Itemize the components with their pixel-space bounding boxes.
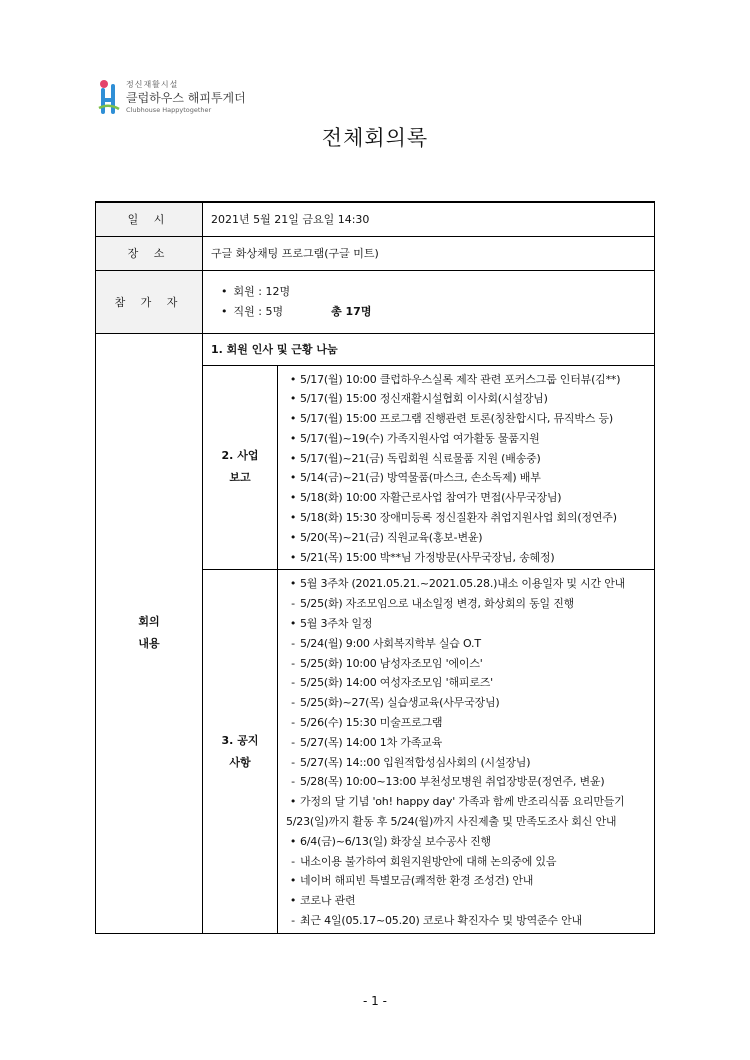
item-marker: - — [291, 775, 295, 789]
item-marker: • — [289, 874, 297, 888]
section2-item — [286, 528, 648, 548]
section2-item — [286, 548, 648, 568]
item-text: 최근 4일(05.17~05.20) 코로나 확진자수 및 방역준수 안내 — [300, 914, 582, 928]
item-text: 5/21(목) 15:00 박**님 가정방문(사무국장님, 송혜정) — [300, 550, 555, 564]
logo-sub-text: Clubhouse Happytogether — [126, 106, 212, 114]
section3-item — [286, 594, 648, 614]
attendees-row — [96, 270, 655, 333]
section3-item — [286, 614, 648, 634]
item-marker: - — [291, 854, 295, 868]
date-value: 2021년 5월 21일 금요일 14:30 — [203, 202, 655, 236]
item-text: 6/4(금)~6/13(일) 화장실 보수공사 진행 — [300, 834, 491, 848]
section2-item — [286, 429, 648, 449]
item-text: 5/28(목) 10:00~13:00 부천성모병원 취업장방문(정연주, 변윤) — [300, 775, 605, 789]
item-text: 5/17(월)~21(금) 독립회원 식료물품 지원 (배송중) — [300, 451, 541, 465]
item-text: 내소이용 불가하여 회원지원방안에 대해 논의중에 있음 — [300, 854, 557, 868]
section3-item — [286, 654, 648, 674]
section3-item — [286, 871, 648, 891]
section3-item — [286, 693, 648, 713]
item-text: 가정의 달 기념 'oh! happy day' 가족과 함께 반조리식품 요리만들기 5/23(일)까지 활동 후 5/24(월)까지 사진제출 및 만족도조사 회신 안내 — [286, 795, 625, 829]
item-marker: • — [289, 530, 297, 544]
attendees-label: 참 가 자 — [96, 270, 203, 333]
section3-item — [286, 634, 648, 654]
item-marker: • — [289, 511, 297, 525]
section2-item — [286, 389, 648, 409]
item-text: 5/25(화) 10:00 남성자조모임 '에이스' — [300, 656, 483, 670]
item-text: 5/17(월)~19(수) 가족지원사업 여가활동 물품지원 — [300, 431, 540, 445]
item-marker: • — [289, 431, 297, 445]
item-marker: • — [289, 795, 297, 809]
section3-label: 3. 공지 사항 — [203, 570, 278, 933]
section2-item — [286, 449, 648, 469]
clubhouse-logo — [98, 76, 288, 116]
item-text: 5/20(목)~21(금) 직원교육(홍보-변윤) — [300, 530, 483, 544]
minutes-table — [95, 201, 655, 934]
section2-item — [286, 409, 648, 429]
item-marker: • — [289, 491, 297, 505]
attendee-total: 총 17명 — [331, 304, 372, 318]
item-marker: - — [291, 914, 295, 928]
item-marker: • — [289, 617, 297, 631]
section3-item — [286, 673, 648, 693]
item-marker: - — [291, 716, 295, 730]
item-text: 코로나 관련 — [300, 894, 356, 908]
attendee-staff: 직원 : 5명 — [233, 304, 284, 318]
item-text: 5월 3주차 일정 — [300, 617, 373, 631]
item-marker: • — [289, 451, 297, 465]
section2-item — [286, 370, 648, 390]
section1-title: 1. 회원 인사 및 근황 나눔 — [203, 333, 655, 365]
section2-items — [278, 365, 655, 570]
item-text: 5/27(목) 14:00 1차 가족교육 — [300, 735, 443, 749]
item-marker: - — [291, 696, 295, 710]
attendee-staff-line — [221, 302, 654, 322]
section1-row — [96, 333, 655, 365]
section2-item — [286, 508, 648, 528]
place-label: 장 소 — [96, 236, 203, 270]
item-marker: • — [289, 550, 297, 564]
section3-item — [286, 792, 648, 832]
item-text: 5월 3주차 (2021.05.21.~2021.05.28.)내소 이용일자 및 시간 안내 — [300, 577, 626, 591]
item-text: 5/17(월) 15:00 정신재활시설협회 이사회(시설장님) — [300, 392, 548, 406]
item-marker: - — [291, 636, 295, 650]
item-marker: • — [289, 577, 297, 591]
date-row — [96, 202, 655, 236]
logo-h-icon — [98, 78, 120, 114]
item-text: 5/24(월) 9:00 사회복지학부 실습 O.T — [300, 636, 481, 650]
item-text: 5/18(화) 10:00 자활근로사업 참여가 면접(사무국장님) — [300, 491, 562, 505]
item-text: 5/17(월) 10:00 클럽하우스실록 제작 관련 포커스그룹 인터뷰(김**) — [300, 372, 621, 386]
item-marker: • — [289, 834, 297, 848]
section2-label: 2. 사업 보고 — [203, 365, 278, 570]
section3-item — [286, 832, 648, 852]
item-marker: - — [291, 676, 295, 690]
item-marker: - — [291, 597, 295, 611]
item-text: 5/26(수) 15:30 미술프로그램 — [300, 716, 443, 730]
item-text: 5/17(월) 15:00 프로그램 진행관련 토론(칭찬합시다, 뮤직박스 등) — [300, 412, 613, 426]
section3-item — [286, 772, 648, 792]
section3-item — [286, 911, 648, 931]
meeting-label: 회의 내용 — [96, 333, 203, 933]
attendee-members: • 회원 : 12명 — [221, 282, 654, 302]
section2-item — [286, 468, 648, 488]
item-marker: • — [289, 392, 297, 406]
item-text: 네이버 해피빈 특별모금(쾌적한 환경 조성건) 안내 — [300, 874, 534, 888]
item-marker: - — [291, 755, 295, 769]
logo-top-text: 정신재활시설 — [126, 80, 179, 89]
section3-item — [286, 733, 648, 753]
item-marker: • — [289, 372, 297, 386]
item-text: 5/25(화) 자조모임으로 내소일정 변경, 화상회의 동일 진행 — [300, 597, 575, 611]
place-row — [96, 236, 655, 270]
item-text: 5/18(화) 15:30 장애미등록 정신질환자 취업지원사업 회의(정연주) — [300, 511, 617, 525]
section3-item — [286, 891, 648, 911]
section3-item — [286, 574, 648, 594]
item-text: 5/27(목) 14::00 입원적합성심사회의 (시설장님) — [300, 755, 531, 769]
page-title: 전체회의록 — [321, 126, 429, 150]
section2-item — [286, 488, 648, 508]
section3-item — [286, 753, 648, 773]
section3-item — [286, 852, 648, 872]
section3-item — [286, 713, 648, 733]
item-text: 5/14(금)~21(금) 방역물품(마스크, 손소독제) 배부 — [300, 471, 541, 485]
page-number: - 1 - — [363, 994, 387, 1008]
item-marker: • — [289, 471, 297, 485]
item-text: 5/25(화)~27(목) 실습생교육(사무국장님) — [300, 696, 500, 710]
item-marker: - — [291, 735, 295, 749]
item-marker: - — [291, 656, 295, 670]
item-text: 5/25(화) 14:00 여성자조모임 '해피로즈' — [300, 676, 494, 690]
logo-main-text: 클럽하우스 해피투게더 — [126, 91, 246, 105]
attendees-value — [203, 270, 655, 333]
item-marker: • — [289, 894, 297, 908]
section3-items — [278, 570, 655, 933]
place-value: 구글 화상채팅 프로그램(구글 미트) — [203, 236, 655, 270]
item-marker: • — [289, 412, 297, 426]
date-label: 일 시 — [96, 202, 203, 236]
